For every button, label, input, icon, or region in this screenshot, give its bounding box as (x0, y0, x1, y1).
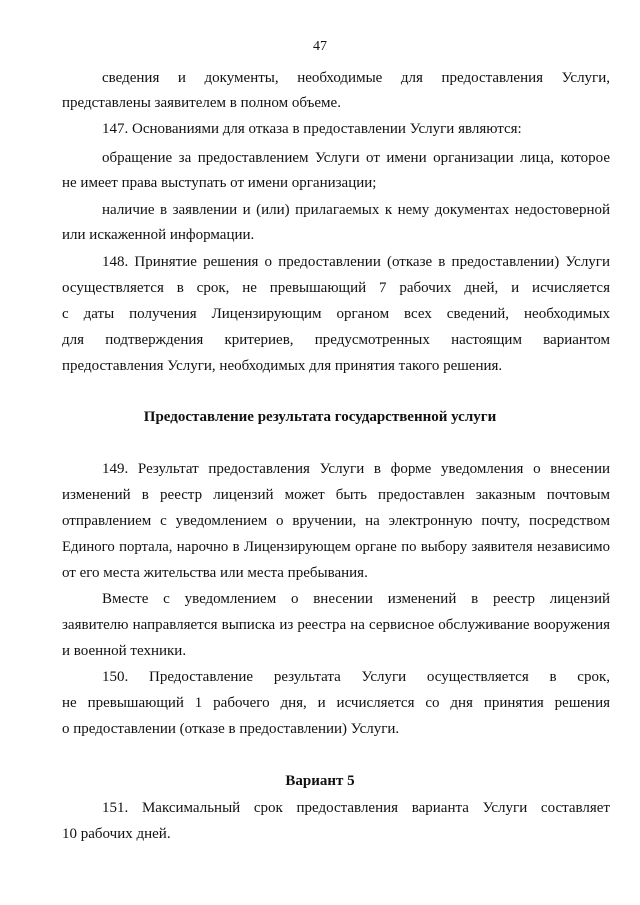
variant-heading: Вариант 5 (285, 773, 355, 789)
page-number: 47 (313, 39, 327, 54)
text-line: 149. Результат предоставления Услуги в форме уведомления о внесении (102, 461, 610, 477)
text-line: 150. Предоставление результата Услуги осуществляется в срок, (102, 669, 610, 685)
text-line: Единого портала, нарочно в Лицензирующем органе по выбору заявителя независимо (62, 539, 610, 555)
section-heading: Предоставление результата государственной услуги (143, 409, 497, 425)
text-line: о предоставлении (отказе в предоставлении) Услуги. (62, 721, 400, 737)
text-line: представлены заявителем в полном объеме. (62, 95, 341, 111)
text-line: и военной техники. (62, 643, 187, 659)
text-line: заявителю направляется выписка из реестра на сервисное обслуживание вооружения (62, 617, 610, 633)
text-line: предоставления Услуги, необходимых для принятия такого решения. (62, 358, 503, 374)
text-line: наличие в заявлении и (или) прилагаемых к нему документах недостоверной (102, 202, 610, 218)
text-line: с даты получения Лицензирующим органом всех сведений, необходимых (62, 306, 610, 322)
text-line: сведения и документы, необходимые для предоставления Услуги, (102, 70, 610, 86)
text-line: от его места жительства или места пребывания. (62, 565, 368, 581)
text-line: для подтверждения критериев, предусмотренных настоящим вариантом (62, 332, 610, 348)
text-line: или искаженной информации. (62, 227, 255, 243)
text-line: Вместе с уведомлением о внесении изменений в реестр лицензий (102, 591, 610, 607)
text-line: 148. Принятие решения о предоставлении (отказе в предоставлении) Услуги (102, 254, 610, 270)
text-line: не превышающий 1 рабочего дня, и исчисляется со дня принятия решения (62, 695, 610, 711)
text-line: отправлением с уведомлением о вручении, на электронную почту, посредством (62, 513, 610, 529)
text-line: 147. Основаниями для отказа в предоставлении Услуги являются: (102, 121, 522, 137)
text-line: 10 рабочих дней. (62, 826, 171, 842)
text-line: обращение за предоставлением Услуги от имени организации лица, которое (102, 150, 610, 166)
text-line: изменений в реестр лицензий может быть предоставлен заказным почтовым (62, 487, 610, 503)
text-line: осуществляется в срок, не превышающий 7 рабочих дней, и исчисляется (62, 280, 610, 296)
text-line: 151. Максимальный срок предоставления варианта Услуги составляет (102, 800, 610, 816)
text-line: не имеет права выступать от имени организации; (62, 175, 377, 191)
